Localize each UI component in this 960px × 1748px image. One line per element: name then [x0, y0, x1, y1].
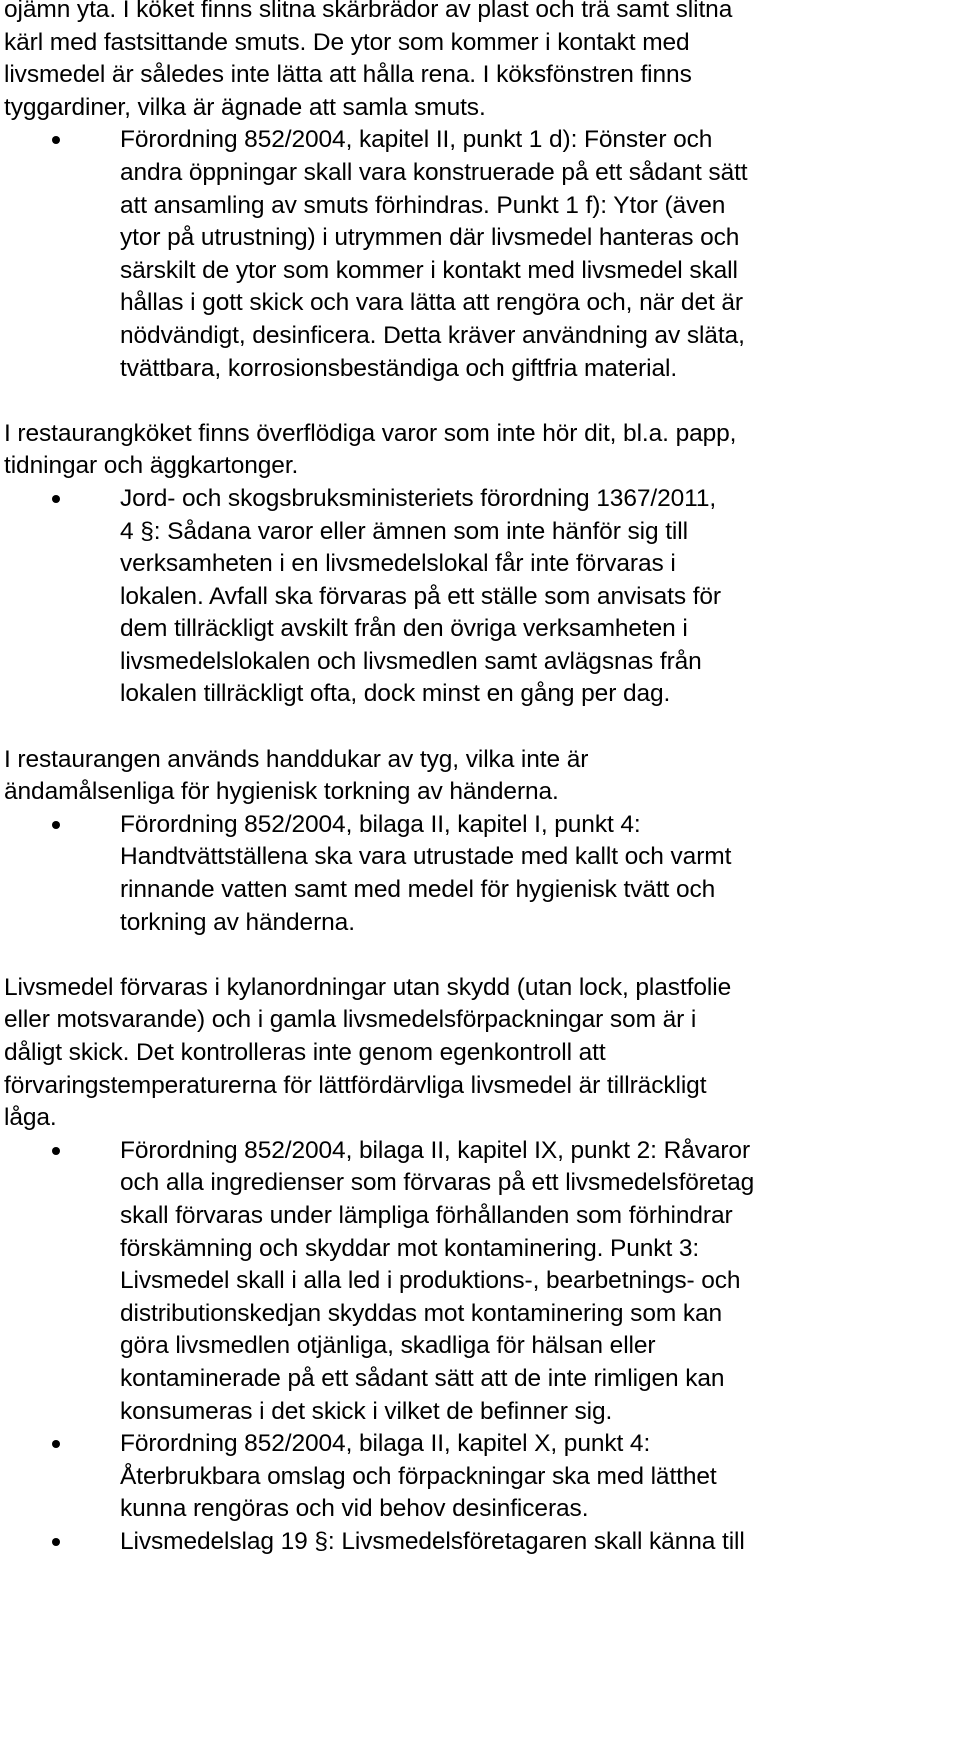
text-line: dem tillräckligt avskilt från den övriga verksamheten i [120, 615, 688, 643]
text-line: förvaringstemperaturerna för lättfördärvliga livsmedel är tillräckligt [4, 1071, 707, 1099]
list-item [4, 809, 956, 842]
bullet-icon [52, 1440, 60, 1448]
text-line: 4 §: Sådana varor eller ämnen som inte hänför sig till [120, 517, 688, 545]
text-line: och alla ingredienser som förvaras på ett livsmedelsföretag [120, 1169, 755, 1197]
paragraph-gap [4, 385, 956, 418]
document-page [4, 0, 956, 1559]
list-item [4, 1526, 956, 1559]
text-line: Förordning 852/2004, kapitel II, punkt 1 d): Fönster och [120, 126, 713, 154]
list-item [4, 1428, 956, 1461]
text-line: lokalen tillräckligt ofta, dock minst en gång per dag. [120, 680, 671, 708]
paragraph-gap [4, 711, 956, 744]
text-line: tvättbara, korrosionsbeständiga och giftfria material. [120, 354, 678, 382]
text-line: dåligt skick. Det kontrolleras inte genom egenkontroll att [4, 1039, 606, 1066]
text-line: skall förvaras under lämpliga förhållanden som förhindrar [120, 1201, 733, 1229]
text-line: förskämning och skyddar mot kontaminering. Punkt 3: [120, 1234, 700, 1262]
text-line: konsumeras i det skick i vilket de befinner sig. [120, 1397, 613, 1425]
paragraph-gap [4, 939, 956, 972]
text-line: I restaurangköket finns överflödiga varor som inte hör dit, bl.a. papp, [4, 419, 737, 447]
bullet-icon [52, 1147, 60, 1155]
text-line: andra öppningar skall vara konstruerade på ett sådant sätt [120, 158, 748, 186]
text-line: hållas i gott skick och vara lätta att rengöra och, när det är [120, 289, 743, 317]
text-line: kontaminerade på ett sådant sätt att de inte rimligen kan [120, 1364, 725, 1392]
text-line: livsmedel är således inte lätta att hålla rena. I köksfönstren finns [4, 61, 692, 89]
text-line: tidningar och äggkartonger. [4, 452, 299, 480]
text-line: eller motsvarande) och i gamla livsmedelsförpackningar som är i [4, 1006, 697, 1034]
list-item [4, 1135, 956, 1168]
text-line: Livsmedel förvaras i kylanordningar utan skydd (utan lock, plastfolie [4, 973, 732, 1001]
text-line: Jord- och skogsbruksministeriets förordning 1367/2011, [120, 484, 717, 512]
text-line: Förordning 852/2004, bilaga II, kapitel I, punkt 4: [120, 810, 641, 838]
bullet-icon [52, 136, 60, 144]
text-line: Livsmedelslag 19 §: Livsmedelsföretagaren skall känna till [120, 1527, 745, 1555]
text-line: rinnande vatten samt med medel för hygienisk tvätt och [120, 876, 716, 904]
text-line: livsmedelslokalen och livsmedlen samt avlägsnas från [120, 647, 702, 675]
text-line: Livsmedel skall i alla led i produktions-, bearbetnings- och [120, 1267, 741, 1295]
text-line: ändamålsenliga för hygienisk torkning av händerna. [4, 778, 559, 806]
text-line: I restaurangen används handdukar av tyg, vilka inte är [4, 745, 589, 773]
text-line: låga. [4, 1104, 57, 1132]
text-line: Förordning 852/2004, bilaga II, kapitel X, punkt 4: [120, 1430, 651, 1458]
list-item [4, 124, 956, 157]
text-line: lokalen. Avfall ska förvaras på ett ställe som anvisats för [120, 582, 721, 610]
text-line: nödvändigt, desinficera. Detta kräver användning av släta, [120, 321, 745, 349]
text-line: göra livsmedlen otjänliga, skadliga för hälsan eller [120, 1332, 656, 1360]
bullet-icon [52, 1538, 60, 1546]
bullet-icon [52, 495, 60, 503]
text-line: torkning av händerna. [120, 908, 355, 936]
text-line: verksamheten i en livsmedelslokal får inte förvaras i [120, 550, 676, 578]
text-line: kunna rengöras och vid behov desinficeras. [120, 1495, 589, 1523]
list-item [4, 483, 956, 516]
text-line: distributionskedjan skyddas mot kontaminering som kan [120, 1299, 723, 1327]
text-line: att ansamling av smuts förhindras. Punkt 1 f): Ytor (även [120, 191, 726, 219]
text-line: Handtvättställena ska vara utrustade med kallt och varmt [120, 843, 732, 871]
text-line: ytor på utrustning) i utrymmen där livsmedel hanteras och [120, 224, 740, 252]
text-line: tyggardiner, vilka är ägnade att samla smuts. [4, 93, 486, 121]
text-line: kärl med fastsittande smuts. De ytor som kommer i kontakt med [4, 28, 690, 56]
text-line: särskilt de ytor som kommer i kontakt med livsmedel skall [120, 256, 738, 284]
text-line: Återbrukbara omslag och förpackningar ska med lätthet [120, 1462, 717, 1490]
bullet-icon [52, 821, 60, 829]
text-line: Förordning 852/2004, bilaga II, kapitel IX, punkt 2: Råvaror [120, 1136, 751, 1164]
text-line: ojämn yta. I köket finns slitna skärbrädor av plast och trä samt slitna [4, 0, 733, 23]
